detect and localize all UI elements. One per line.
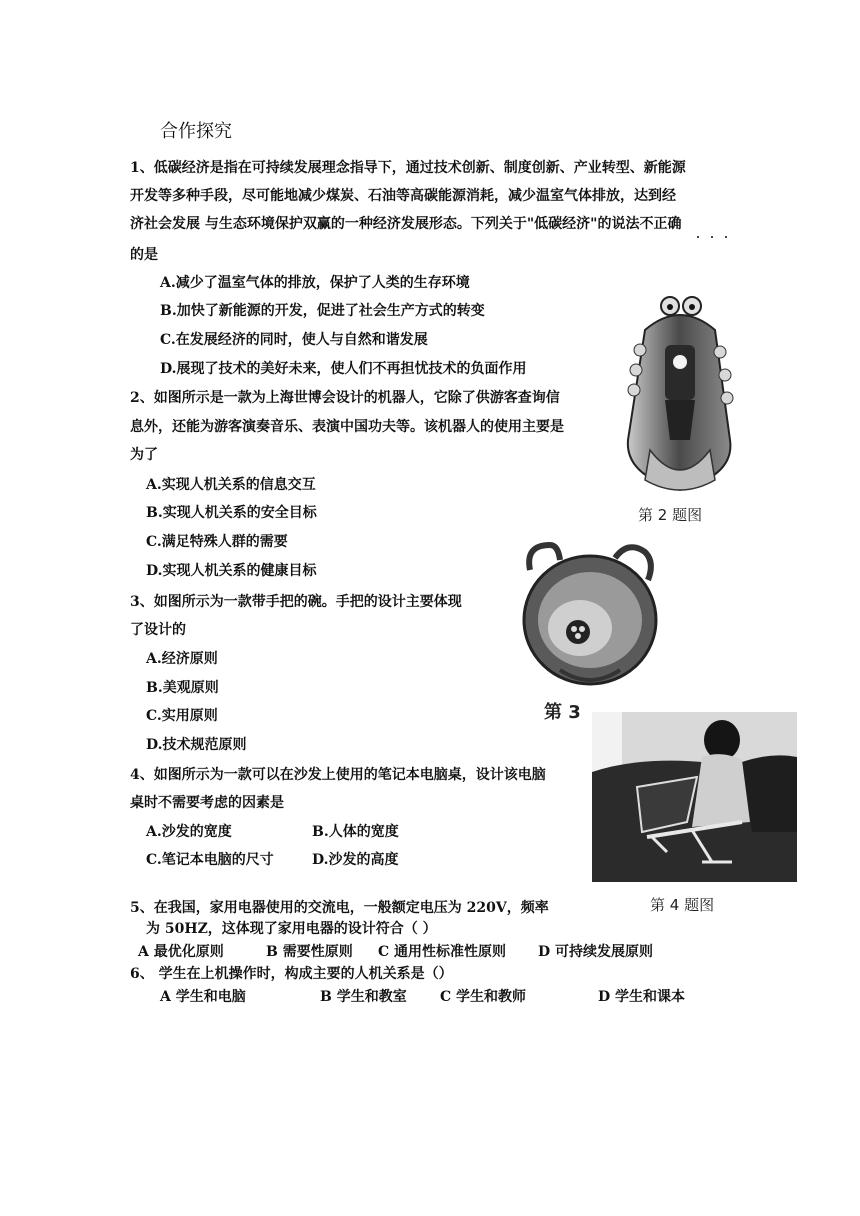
q1-stem-line: 开发等多种手段，尽可能地减少煤炭、石油等高碳能源消耗，减少温室气体排放，达到经 — [130, 188, 676, 204]
robot-image — [610, 290, 745, 500]
q6-option-d: D 学生和课本 — [598, 989, 686, 1005]
q4-option-d: D.沙发的高度 — [312, 852, 399, 868]
q6-option-a: A 学生和电脑 — [160, 989, 246, 1005]
q1-option-b: B.加快了新能源的开发，促进了社会生产方式的转变 — [160, 303, 485, 319]
q4-option-a: A.沙发的宽度 — [146, 824, 232, 840]
q1-stem-line: 1、低碳经济是指在可持续发展理念指导下，通过技术创新、制度创新、产业转型、新能源 — [130, 160, 686, 176]
figure-2-caption: 第 2 题图 — [638, 506, 703, 524]
figure-3-caption: 第 3 — [544, 702, 581, 723]
section-title: 合作探究 — [160, 121, 232, 142]
q2-option-a: A.实现人机关系的信息交互 — [146, 477, 316, 493]
laptop-desk-figure — [592, 712, 797, 917]
emphasis-dot — [725, 236, 727, 238]
figure-4-caption: 第 4 题图 — [650, 896, 715, 914]
q1-stem-line: 济社会发展 与生态环境保护双赢的一种经济发展形态。下列关于"低碳经济"的说法不正确 — [130, 216, 682, 232]
q4-stem-line: 桌时不需要考虑的因素是 — [130, 795, 284, 811]
q3-stem-line: 了设计的 — [130, 622, 186, 638]
q6-option-c: C 学生和教师 — [440, 989, 527, 1005]
q2-stem-line: 息外，还能为游客演奏音乐、表演中国功夫等。该机器人的使用主要是 — [130, 419, 564, 435]
q1-option-c: C.在发展经济的同时，使人与自然和谐发展 — [160, 332, 428, 348]
q5-option-b: B 需要性原则 — [266, 944, 353, 960]
bowl-figure — [520, 540, 660, 725]
q2-stem-line: 2、如图所示是一款为上海世博会设计的机器人，它除了供游客查询信 — [130, 390, 560, 406]
q5-option-a: A 最优化原则 — [138, 944, 224, 960]
emphasis-dot — [697, 236, 699, 238]
q3-option-c: C.实用原则 — [146, 708, 218, 724]
q6-option-b: B 学生和教室 — [320, 989, 407, 1005]
robot-figure — [610, 290, 745, 524]
q3-stem-line: 3、如图所示为一款带手把的碗。手把的设计主要体现 — [130, 594, 462, 610]
q5-option-d: D 可持续发展原则 — [538, 944, 654, 960]
q2-stem-line: 为了 — [130, 447, 158, 463]
q2-option-c: C.满足特殊人群的需要 — [146, 534, 288, 550]
q3-option-a: A.经济原则 — [146, 651, 218, 667]
laptop-desk-image — [592, 712, 797, 882]
q5-stem-line: 5、在我国，家用电器使用的交流电，一般额定电压为 220V，频率 — [130, 900, 549, 916]
q6-stem-line: 6、 学生在上机操作时，构成主要的人机关系是（） — [130, 966, 453, 982]
q5-stem-line: 为 50HZ，这体现了家用电器的设计符合（ ） — [146, 921, 437, 937]
q2-option-d: D.实现人机关系的健康目标 — [146, 563, 317, 579]
bowl-image — [520, 540, 660, 695]
q3-option-d: D.技术规范原则 — [146, 737, 247, 753]
q1-option-a: A.减少了温室气体的排放，保护了人类的生存环境 — [160, 275, 470, 291]
q1-stem-line: 的是 — [130, 247, 158, 263]
q2-option-b: B.实现人机关系的安全目标 — [146, 505, 317, 521]
q3-option-b: B.美观原则 — [146, 680, 219, 696]
q4-option-c: C.笔记本电脑的尺寸 — [146, 852, 274, 868]
q4-option-b: B.人体的宽度 — [312, 824, 399, 840]
q5-option-c: C 通用性标准性原则 — [378, 944, 507, 960]
q4-stem-line: 4、如图所示为一款可以在沙发上使用的笔记本电脑桌，设计该电脑 — [130, 767, 546, 783]
emphasis-dot — [711, 236, 713, 238]
q1-option-d: D.展现了技术的美好未来，使人们不再担忧技术的负面作用 — [160, 361, 527, 377]
